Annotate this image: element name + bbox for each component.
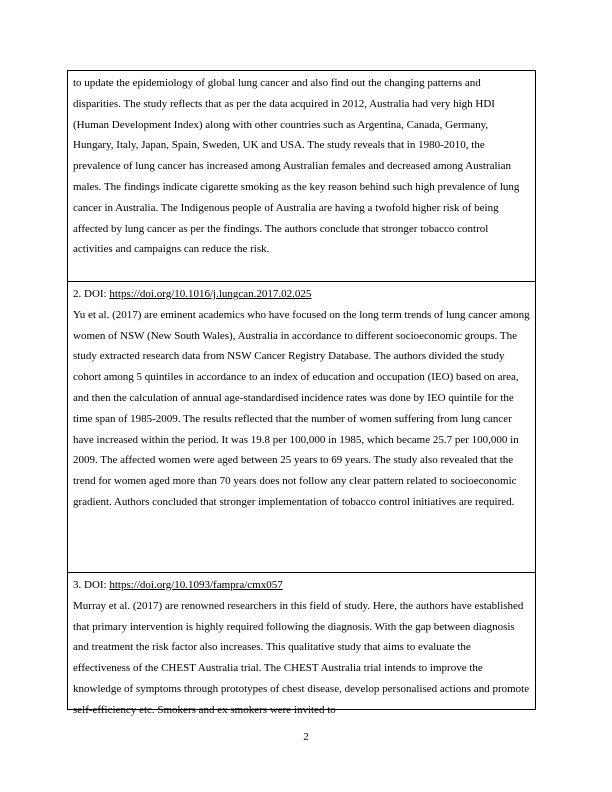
entry-1-body: to update the epidemiology of global lung cancer and also find out the changing patterns and disparities. The study reflects that as per the data acquired in 2012, Australia had very high HDI (Human Development Index) along with other countries such as Argentina, Canada, Germany, Hungary, Italy, Japan, Spain, Sweden, UK and USA. The study reveals that in 1980-2010, the prevalence of lung cancer has increased among Australian females and decreased among Australian males. The findings indicate cigarette smoking as the key reason behind such high prevalence of lung cancer in Australia. The Indigenous people of Australia are having a twofold higher risk of being affected by lung cancer as per the findings. The authors conclude that stronger tobacco control activities and campaigns can reduce the risk. — [73, 77, 520, 256]
entry-2-body: Yu et al. (2017) are eminent academics who have focused on the long term trends of lung cancer among women of NSW (New South Wales), Australia in accordance to different socioeconomic groups. The study extracted research data from NSW Cancer Registry Database. The authors divided the study cohort among 5 quintiles in accordance to an index of education and occupation (IEO) based on area, and then the calculation of annual age-standardised incidence rates was done by IEO quintile for the time span of 1985-2009. The results reflected that the number of women suffering from lung cancer have increased within the period. It was 19.8 per 100,000 in 1985, which became 25.7 per 100,000 in 2009. The affected women were aged between 25 years to 69 years. The study also revealed that the trend for women aged more than 70 years does not follow any clear pattern related to socioeconomic gradient. Authors concluded that stronger implementation of tobacco control initiatives are required. — [73, 308, 530, 508]
entry-3-doi-link[interactable]: https://doi.org/10.1093/fampra/cmx057 — [109, 579, 283, 591]
literature-table — [67, 70, 536, 716]
entry-3-doi-label: 3. DOI: — [73, 579, 110, 591]
entry-2-doi-line — [73, 284, 530, 305]
table-cell-entry-2 — [68, 281, 535, 572]
page-number: 2 — [303, 731, 309, 743]
entry-2-doi-link[interactable]: https://doi.org/10.1016/j.lungcan.2017.02.025 — [109, 288, 312, 300]
table-cell-entry-3 — [68, 572, 535, 716]
entry-3-body: Murray et al. (2017) are renowned researchers in this field of study. Here, the authors have established that primary intervention is highly required following the diagnosis. With the gap between diagnosis and treatment the risk factor also increases. This qualitative study that aims to evaluate the effectiveness of the CHEST Australia trial. The CHEST Australia trial intends to improve the knowledge of symptoms through prototypes of chest disease, develop personalised actions and promote self-efficiency etc. Smokers and ex smokers were invited to — [73, 599, 530, 716]
entry-2-doi-label: 2. DOI: — [73, 288, 110, 300]
entry-3-doi-line — [73, 575, 530, 596]
table-cell-entry-1 — [68, 71, 535, 281]
